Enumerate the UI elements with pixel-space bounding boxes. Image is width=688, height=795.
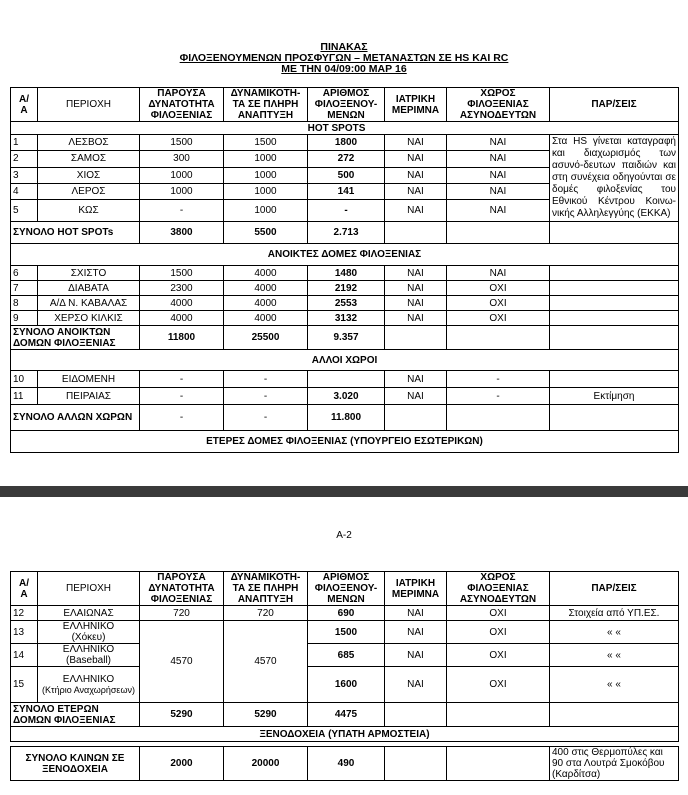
cell-unaccompanied: ΟΧΙ (447, 606, 550, 621)
cell-capacity: 1000 (140, 167, 224, 183)
cell-medical: ΝΑΙ (385, 183, 447, 199)
cell-medical: ΝΑΙ (385, 606, 447, 621)
cell-hosted: 500 (308, 167, 385, 183)
total-label: ΣΥΝΟΛΟ ΑΝΟΙΚΤΩΝ ΔΟΜΩΝ ΦΙΛΟΞΕΝΙΑΣ (11, 326, 140, 350)
cell-hosted: 141 (308, 183, 385, 199)
cell-medical: ΝΑΙ (385, 167, 447, 183)
cell-hosted: 690 (308, 606, 385, 621)
page-break-bar (0, 486, 688, 497)
empty-cell (385, 747, 447, 781)
table-row (11, 311, 679, 326)
cell-area: ΕΛΑΙΩΝΑΣ (38, 606, 140, 621)
empty-cell (385, 703, 447, 727)
total-row (11, 703, 679, 727)
cell-unaccompanied: ΟΧΙ (447, 296, 550, 311)
section-row (11, 431, 679, 453)
col-header-full-capacity: ΔΥΝΑΜΙΚΟΤΗ- ΤΑ ΣΕ ΠΛΗΡΗ ΑΝΑΠΤΥΞΗ (224, 88, 308, 122)
cell-aa: 6 (11, 266, 38, 281)
section-hotels: ΞΕΝΟΔΟΧΕΙΑ (ΥΠΑΤΗ ΑΡΜΟΣΤΕΙΑ) (11, 727, 679, 742)
cell-hosted: 3.020 (308, 388, 385, 405)
header-row (11, 572, 679, 606)
cell-full: - (224, 388, 308, 405)
total-label: ΣΥΝΟΛΟ ΚΛΙΝΩΝ ΣΕ ΞΕΝΟΔΟΧΕΙΑ (11, 747, 140, 781)
empty-cell (550, 281, 679, 296)
empty-cell (550, 266, 679, 281)
cell-area: ΧΙΟΣ (38, 167, 140, 183)
total-hosted: 2.713 (308, 222, 385, 244)
table-row (11, 667, 679, 703)
cell-hosted: 2553 (308, 296, 385, 311)
total-label: ΣΥΝΟΛΟ ΕΤΕΡΩΝ ΔΟΜΩΝ ΦΙΛΟΞΕΝΙΑΣ (11, 703, 140, 727)
empty-cell (447, 326, 550, 350)
area-name: ΕΛΛΗΝΙΚΟ (62, 621, 115, 632)
table-row (11, 296, 679, 311)
cell-aa: 13 (11, 621, 38, 644)
total-hosted: 9.357 (308, 326, 385, 350)
cell-unaccompanied: - (447, 371, 550, 388)
cell-unaccompanied: ΝΑΙ (447, 167, 550, 183)
empty-cell (550, 311, 679, 326)
cell-medical: ΝΑΙ (385, 311, 447, 326)
total-capacity: 5290 (140, 703, 224, 727)
cell-aa: 10 (11, 371, 38, 388)
total-label: ΣΥΝΟΛΟ HOT SPOTs (11, 222, 140, 244)
area-sub: (Κτήριο Αναχωρήσεων) (42, 685, 135, 695)
cell-aa: 4 (11, 183, 38, 199)
empty-cell (550, 405, 679, 431)
area-sub: (Χόκευ) (71, 632, 106, 643)
total-label: ΣΥΝΟΛΟ ΑΛΛΩΝ ΧΩΡΩΝ (11, 405, 140, 431)
col-header-capacity: ΠΑΡΟΥΣΑ ΔΥΝΑΤΟΤΗΤΑ ΦΙΛΟΞΕΝΙΑΣ (140, 572, 224, 606)
total-full: 25500 (224, 326, 308, 350)
cell-aa: 14 (11, 644, 38, 667)
cell-capacity: 1500 (140, 135, 224, 151)
empty-cell (447, 405, 550, 431)
total-hosted: 4475 (308, 703, 385, 727)
table-row (11, 606, 679, 621)
cell-hosted (308, 371, 385, 388)
col-header-remarks: ΠΑΡ/ΣΕΙΣ (550, 88, 679, 122)
col-header-hosted: ΑΡΙΘΜΟΣ ΦΙΛΟΞΕΝΟΥ- ΜΕΝΩΝ (308, 572, 385, 606)
total-row (11, 747, 679, 781)
cell-area: ΚΩΣ (38, 200, 140, 222)
cell-hosted: 1800 (308, 135, 385, 151)
cell-aa: 5 (11, 200, 38, 222)
cell-unaccompanied: ΝΑΙ (447, 200, 550, 222)
cell-full: 4000 (224, 266, 308, 281)
section-hotspots: HOT SPOTS (11, 122, 679, 135)
cell-remarks: « « (550, 621, 679, 644)
section-row (11, 122, 679, 135)
area-name: ΕΛΛΗΝΙΚΟ (62, 644, 115, 655)
cell-area: ΠΕΙΡΑΙΑΣ (38, 388, 140, 405)
col-header-medical: ΙΑΤΡΙΚΗ ΜΕΡΙΜΝΑ (385, 572, 447, 606)
cell-capacity: 720 (140, 606, 224, 621)
empty-cell (447, 747, 550, 781)
cell-area: ΔΙΑΒΑΤΑ (38, 281, 140, 296)
refugee-table-page-2 (10, 571, 679, 781)
cell-full: 1000 (224, 183, 308, 199)
cell-aa: 7 (11, 281, 38, 296)
cell-capacity: 2300 (140, 281, 224, 296)
cell-full: 4000 (224, 311, 308, 326)
cell-unaccompanied: ΝΑΙ (447, 266, 550, 281)
cell-unaccompanied: ΟΧΙ (447, 644, 550, 667)
total-full: - (224, 405, 308, 431)
refugee-table-page-1 (10, 87, 679, 453)
cell-full: 4000 (224, 281, 308, 296)
title-line-1: ΠΙΝΑΚΑΣ (320, 41, 368, 53)
cell-remarks: Στοιχεία από ΥΠ.ΕΣ. (550, 606, 679, 621)
cell-unaccompanied: - (447, 388, 550, 405)
cell-hosted: 1600 (308, 667, 385, 703)
cell-full: 1500 (224, 135, 308, 151)
table-row (11, 644, 679, 667)
area-sub: (Baseball) (65, 655, 112, 666)
cell-unaccompanied: ΟΧΙ (447, 311, 550, 326)
cell-hosted: 2192 (308, 281, 385, 296)
total-hosted: 11.800 (308, 405, 385, 431)
total-capacity: 2000 (140, 747, 224, 781)
cell-aa: 1 (11, 135, 38, 151)
cell-area: ΕΙΔΟΜΕΝΗ (38, 371, 140, 388)
cell-area: ΣΑΜΟΣ (38, 151, 140, 167)
cell-area (38, 621, 140, 644)
cell-full: 1000 (224, 200, 308, 222)
cell-capacity: 4000 (140, 311, 224, 326)
cell-remarks: « « (550, 667, 679, 703)
cell-capacity: 300 (140, 151, 224, 167)
cell-capacity: 1500 (140, 266, 224, 281)
cell-remarks: « « (550, 644, 679, 667)
col-header-medical: ΙΑΤΡΙΚΗ ΜΕΡΙΜΝΑ (385, 88, 447, 122)
cell-area: ΛΕΡΟΣ (38, 183, 140, 199)
total-full: 5290 (224, 703, 308, 727)
empty-cell (447, 222, 550, 244)
cell-hosted: - (308, 200, 385, 222)
empty-cell (385, 405, 447, 431)
cell-unaccompanied: ΝΑΙ (447, 135, 550, 151)
total-row (11, 326, 679, 350)
cell-full: - (224, 371, 308, 388)
col-header-unaccompanied: ΧΩΡΟΣ ΦΙΛΟΞΕΝΙΑΣ ΑΣΥΝΟΔΕΥΤΩΝ (447, 88, 550, 122)
cell-aa: 3 (11, 167, 38, 183)
table-row (11, 266, 679, 281)
total-capacity: 3800 (140, 222, 224, 244)
cell-full: 1000 (224, 151, 308, 167)
cell-unaccompanied: ΟΧΙ (447, 281, 550, 296)
cell-medical: ΝΑΙ (385, 281, 447, 296)
empty-cell (447, 703, 550, 727)
cell-aa: 11 (11, 388, 38, 405)
title-line-3: ΜΕ ΤΗΝ 04/09:00 ΜΑΡ 16 (281, 63, 407, 75)
col-header-hosted: ΑΡΙΘΜΟΣ ΦΙΛΟΞΕΝΟΥ- ΜΕΝΩΝ (308, 88, 385, 122)
cell-full: 4000 (224, 296, 308, 311)
total-full: 5500 (224, 222, 308, 244)
cell-aa: 12 (11, 606, 38, 621)
cell-capacity: - (140, 388, 224, 405)
cell-area (38, 667, 140, 703)
section-other-structures: ΕΤΕΡΕΣ ΔΟΜΕΣ ΦΙΛΟΞΕΝΙΑΣ (ΥΠΟΥΡΓΕΙΟ ΕΣΩΤΕΡΙΚΩΝ) (11, 431, 679, 453)
cell-remarks (550, 371, 679, 388)
cell-unaccompanied: ΝΑΙ (447, 151, 550, 167)
total-capacity: - (140, 405, 224, 431)
cell-area: ΧΕΡΣΟ ΚΙΛΚΙΣ (38, 311, 140, 326)
cell-unaccompanied: ΟΧΙ (447, 621, 550, 644)
total-row (11, 405, 679, 431)
cell-capacity: 4000 (140, 296, 224, 311)
col-header-unaccompanied: ΧΩΡΟΣ ΦΙΛΟΞΕΝΙΑΣ ΑΣΥΝΟΔΕΥΤΩΝ (447, 572, 550, 606)
empty-cell (550, 222, 679, 244)
total-capacity: 11800 (140, 326, 224, 350)
cell-unaccompanied: ΟΧΙ (447, 667, 550, 703)
cell-area: Α/Δ Ν. ΚΑΒΑΛΑΣ (38, 296, 140, 311)
cell-aa: 8 (11, 296, 38, 311)
cell-area: ΣΧΙΣΤΟ (38, 266, 140, 281)
cell-medical: ΝΑΙ (385, 135, 447, 151)
col-header-area: ΠΕΡΙΟΧΗ (38, 88, 140, 122)
section-open-structures: ΑΝΟΙΚΤΕΣ ΔΟΜΕΣ ΦΙΛΟΞΕΝΙΑΣ (11, 244, 679, 266)
cell-medical: ΝΑΙ (385, 151, 447, 167)
col-header-full-capacity: ΔΥΝΑΜΙΚΟΤΗ- ΤΑ ΣΕ ΠΛΗΡΗ ΑΝΑΠΤΥΞΗ (224, 572, 308, 606)
cell-full: 4570 (224, 621, 308, 703)
table-row (11, 281, 679, 296)
hotels-remarks: 400 στις Θερμοπύλες και 90 στα Λουτρά Σμοκόβου (Καρδίτσα) (550, 747, 679, 781)
page-number: Α-2 (336, 530, 352, 541)
empty-cell (385, 326, 447, 350)
cell-full: 1000 (224, 167, 308, 183)
cell-aa: 2 (11, 151, 38, 167)
cell-capacity: 4570 (140, 621, 224, 703)
col-header-capacity: ΠΑΡΟΥΣΑ ΔΥΝΑΤΟΤΗΤΑ ΦΙΛΟΞΕΝΙΑΣ (140, 88, 224, 122)
cell-area (38, 644, 140, 667)
cell-medical: ΝΑΙ (385, 667, 447, 703)
cell-hosted: 272 (308, 151, 385, 167)
cell-medical: ΝΑΙ (385, 296, 447, 311)
cell-aa: 15 (11, 667, 38, 703)
total-hosted: 490 (308, 747, 385, 781)
cell-remarks: Εκτίμηση (550, 388, 679, 405)
title-line-2: ΦΙΛΟΞΕΝΟΥΜΕΝΩΝ ΠΡΟΣΦΥΓΩΝ – ΜΕΤΑΝΑΣΤΩΝ ΣΕ HS ΚΑΙ RC (179, 52, 509, 64)
total-full: 20000 (224, 747, 308, 781)
cell-unaccompanied: ΝΑΙ (447, 183, 550, 199)
section-row (11, 727, 679, 742)
cell-medical: ΝΑΙ (385, 621, 447, 644)
cell-medical: ΝΑΙ (385, 644, 447, 667)
empty-cell (550, 703, 679, 727)
cell-full: 720 (224, 606, 308, 621)
header-row (11, 88, 679, 122)
cell-area: ΛΕΣΒΟΣ (38, 135, 140, 151)
cell-medical: ΝΑΙ (385, 388, 447, 405)
cell-hosted: 3132 (308, 311, 385, 326)
cell-medical: ΝΑΙ (385, 371, 447, 388)
cell-hosted: 685 (308, 644, 385, 667)
empty-cell (550, 326, 679, 350)
col-header-aa: Α/ Α (11, 572, 38, 606)
table-row (11, 135, 679, 151)
table-row (11, 621, 679, 644)
col-header-remarks: ΠΑΡ/ΣΕΙΣ (550, 572, 679, 606)
cell-capacity: - (140, 200, 224, 222)
section-row (11, 350, 679, 371)
empty-cell (385, 222, 447, 244)
section-other-places: ΑΛΛΟΙ ΧΩΡΟΙ (11, 350, 679, 371)
cell-aa: 9 (11, 311, 38, 326)
cell-hosted: 1500 (308, 621, 385, 644)
col-header-area: ΠΕΡΙΟΧΗ (38, 572, 140, 606)
cell-medical: ΝΑΙ (385, 266, 447, 281)
col-header-aa: Α/ Α (11, 88, 38, 122)
table-row (11, 371, 679, 388)
cell-capacity: - (140, 371, 224, 388)
table-row (11, 388, 679, 405)
total-row (11, 222, 679, 244)
section-row (11, 244, 679, 266)
hotspots-remarks: Στα HS γίνεται καταγραφή και διαχωρισμός των ασυνό-δευτων παιδιών και στη συνέχεια οδηγούνται σε δομές φιλοξενίας του Εθνικού Κέντρου Κοινω-νικής Αλληλεγγύης (ΕΚΚΑ) (550, 135, 679, 222)
empty-cell (550, 296, 679, 311)
area-name: ΕΛΛΗΝΙΚΟ (62, 674, 115, 685)
cell-capacity: 1000 (140, 183, 224, 199)
cell-hosted: 1480 (308, 266, 385, 281)
cell-medical: ΝΑΙ (385, 200, 447, 222)
